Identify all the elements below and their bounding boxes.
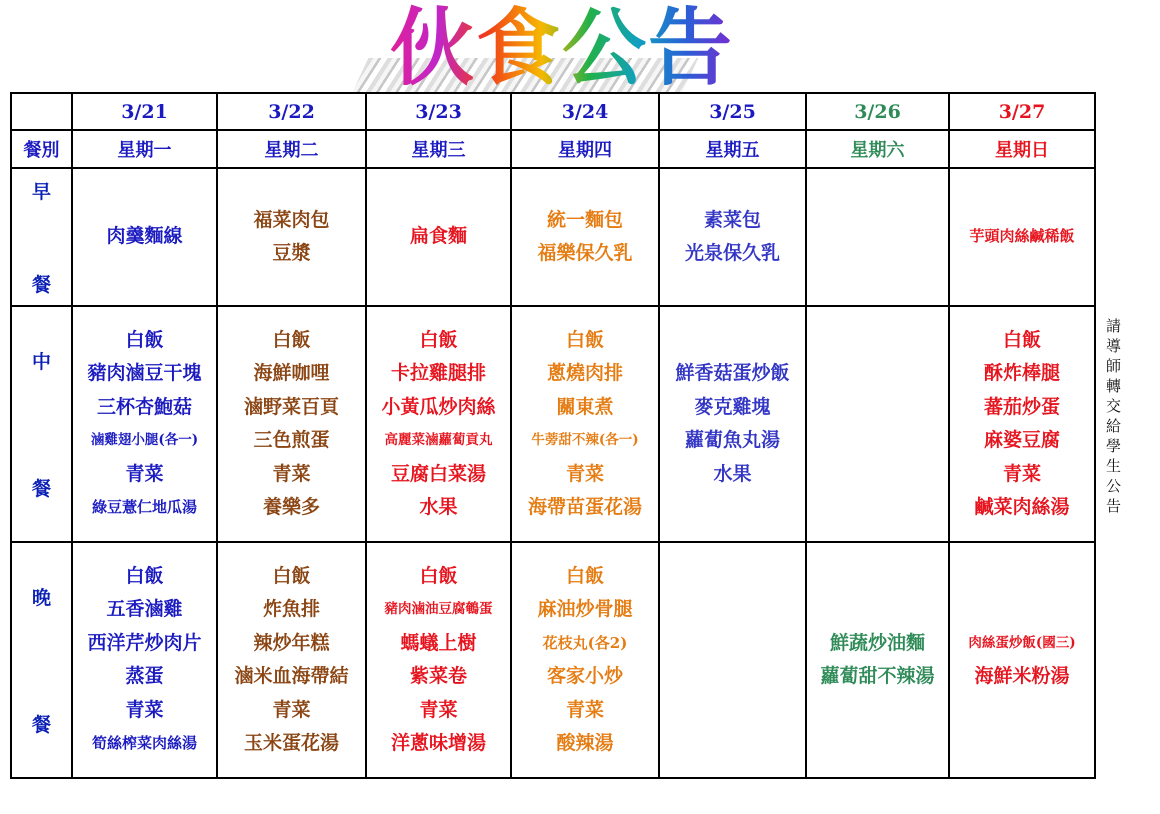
- breakfast-cell: [806, 168, 949, 306]
- dish-item: 螞蟻上樹: [400, 631, 477, 654]
- dish-item: 青菜: [125, 462, 164, 485]
- dish-item: 蕃茄炒蛋: [983, 395, 1060, 418]
- dish-item: 五香滷雞: [106, 598, 183, 620]
- lunch-cell: [659, 306, 806, 542]
- dish-item: 白飯: [565, 564, 604, 587]
- date-cell: 3/27: [949, 93, 1095, 130]
- lunch-cell: [72, 306, 217, 542]
- dish-item: 滷米血海帶結: [234, 665, 349, 687]
- dish-item: 白飯: [419, 564, 458, 587]
- dish-item: 素菜包: [703, 208, 761, 231]
- weekday-cell: 星期三: [366, 130, 511, 168]
- dish-item: 酥炸棒腿: [983, 362, 1060, 384]
- menu-table: [10, 92, 1096, 779]
- weekday-cell: 星期六: [806, 130, 949, 168]
- meal-label-top: 早: [31, 181, 51, 203]
- dish-item: 花枝丸(各2): [542, 633, 628, 652]
- dish-item: 白飯: [565, 328, 604, 351]
- dish-item: 福樂保久乳: [537, 242, 633, 264]
- dish-item: 白飯: [125, 564, 164, 587]
- dish-item: 麻婆豆腐: [983, 429, 1060, 451]
- dish-item: 三杯杏鮑菇: [96, 395, 192, 418]
- dish-item: 青菜: [272, 462, 311, 485]
- dinner-cell: [511, 542, 659, 778]
- lunch-cell: [217, 306, 366, 542]
- dish-item: 洋蔥味增湯: [390, 732, 486, 754]
- breakfast-cell: [659, 168, 806, 306]
- dinner-cell: [949, 542, 1095, 778]
- dinner-cell: [806, 542, 949, 778]
- meal-column-header: 餐別: [11, 130, 72, 168]
- dish-item: 養樂多: [262, 496, 320, 518]
- meal-label-bottom: 餐: [31, 478, 51, 500]
- dish-item: 麻油炒骨腿: [537, 598, 633, 620]
- breakfast-label: [11, 168, 72, 306]
- page-title: 伙食公告: [390, 0, 735, 97]
- dish-item: 水果: [419, 496, 458, 518]
- dish-item: 青菜: [272, 698, 311, 721]
- breakfast-cell: [217, 168, 366, 306]
- dish-item: 海鮮米粉湯: [974, 665, 1070, 687]
- dish-item: 芋頭肉絲鹹稀飯: [969, 227, 1075, 246]
- dish-item: 統一麵包: [546, 208, 623, 231]
- dish-item: 肉絲蛋炒飯(國三): [968, 634, 1076, 651]
- dish-item: 白飯: [272, 564, 311, 587]
- dish-item: 蔥燒肉排: [546, 362, 623, 384]
- lunch-cell: [949, 306, 1095, 542]
- dish-item: 蘿蔔甜不辣湯: [820, 665, 935, 687]
- dinner-cell: [659, 542, 806, 778]
- date-cell: 3/24: [511, 93, 659, 130]
- meal-label-bottom: 餐: [31, 274, 51, 296]
- dish-item: 西洋芹炒肉片: [87, 631, 202, 654]
- dish-item: 海帶苗蛋花湯: [527, 496, 642, 518]
- lunch-cell: [366, 306, 511, 542]
- dish-item: 炸魚排: [262, 598, 320, 620]
- dish-item: 麥克雞塊: [694, 395, 771, 418]
- dish-item: 辣炒年糕: [253, 631, 330, 654]
- dish-item: 白飯: [125, 328, 164, 351]
- corner-cell: [11, 93, 72, 130]
- dish-item: 海鮮咖哩: [253, 362, 330, 384]
- dish-item: 卡拉雞腿排: [390, 362, 486, 384]
- weekday-cell: 星期二: [217, 130, 366, 168]
- dish-item: 青菜: [565, 698, 604, 721]
- breakfast-cell: [72, 168, 217, 306]
- dish-item: 豬肉滷油豆腐鵪蛋: [384, 601, 493, 617]
- dish-item: 白飯: [1002, 328, 1041, 351]
- dish-item: 水果: [713, 462, 752, 485]
- dish-item: 光泉保久乳: [684, 242, 780, 264]
- meal-label-top: 中: [31, 351, 51, 373]
- breakfast-cell: [511, 168, 659, 306]
- dish-item: 酸辣湯: [556, 732, 614, 754]
- lunch-cell: [511, 306, 659, 542]
- date-cell: 3/26: [806, 93, 949, 130]
- weekday-row: [11, 130, 1095, 168]
- dish-item: 筍絲榨菜肉絲湯: [91, 734, 197, 752]
- weekday-cell: 星期五: [659, 130, 806, 168]
- dish-item: 白飯: [272, 328, 311, 351]
- lunch-row: [11, 306, 1095, 542]
- lunch-cell: [806, 306, 949, 542]
- dish-item: 白飯: [419, 328, 458, 351]
- dinner-row: [11, 542, 1095, 778]
- dish-item: 客家小炒: [546, 665, 623, 687]
- dish-item: 滷野菜百頁: [243, 395, 339, 418]
- dinner-label: [11, 542, 72, 778]
- dish-item: 高麗菜滷蘿蔔貢丸: [384, 432, 493, 448]
- dish-item: 青菜: [125, 698, 164, 721]
- dinner-cell: [217, 542, 366, 778]
- weekday-cell: 星期一: [72, 130, 217, 168]
- dish-item: 蘿蔔魚丸湯: [684, 429, 780, 451]
- dish-item: 鮮蔬炒油麵: [829, 631, 925, 654]
- dish-item: 青菜: [1002, 462, 1041, 485]
- dish-item: 玉米蛋花湯: [243, 732, 339, 754]
- dish-item: 豆漿: [272, 242, 311, 264]
- dish-item: 牛蒡甜不辣(各一): [531, 432, 639, 448]
- dish-item: 豬肉滷豆干塊: [87, 362, 202, 384]
- teacher-note: 請導師轉交給學生公告: [1104, 318, 1122, 518]
- meal-label-bottom: 餐: [31, 714, 51, 736]
- breakfast-cell: [366, 168, 511, 306]
- date-row: [11, 93, 1095, 130]
- dish-item: 豆腐白菜湯: [390, 462, 486, 485]
- breakfast-cell: [949, 168, 1095, 306]
- date-cell: 3/21: [72, 93, 217, 130]
- dish-item: 青菜: [419, 698, 458, 721]
- dish-item: 滷雞翅小腿(各一): [90, 432, 199, 448]
- breakfast-row: [11, 168, 1095, 306]
- dish-item: 福菜肉包: [253, 208, 330, 231]
- dish-item: 小黃瓜炒肉絲: [381, 395, 496, 418]
- dish-item: 肉羹麵線: [106, 225, 183, 248]
- dinner-cell: [72, 542, 217, 778]
- dish-item: 綠豆薏仁地瓜湯: [91, 498, 197, 516]
- dish-item: 鹹菜肉絲湯: [974, 496, 1070, 518]
- weekday-cell: 星期日: [949, 130, 1095, 168]
- meal-label-top: 晚: [31, 587, 51, 609]
- date-cell: 3/23: [366, 93, 511, 130]
- dish-item: 扁食麵: [409, 225, 467, 248]
- date-cell: 3/25: [659, 93, 806, 130]
- title-banner: [340, 0, 760, 106]
- weekday-cell: 星期四: [511, 130, 659, 168]
- dish-item: 鮮香菇蛋炒飯: [675, 362, 790, 384]
- date-cell: 3/22: [217, 93, 366, 130]
- dish-item: 三色煎蛋: [253, 429, 330, 451]
- dinner-cell: [366, 542, 511, 778]
- dish-item: 關東煮: [556, 395, 614, 418]
- dish-item: 青菜: [565, 462, 604, 485]
- dish-item: 蒸蛋: [125, 665, 164, 687]
- lunch-label: [11, 306, 72, 542]
- dish-item: 紫菜卷: [409, 665, 467, 687]
